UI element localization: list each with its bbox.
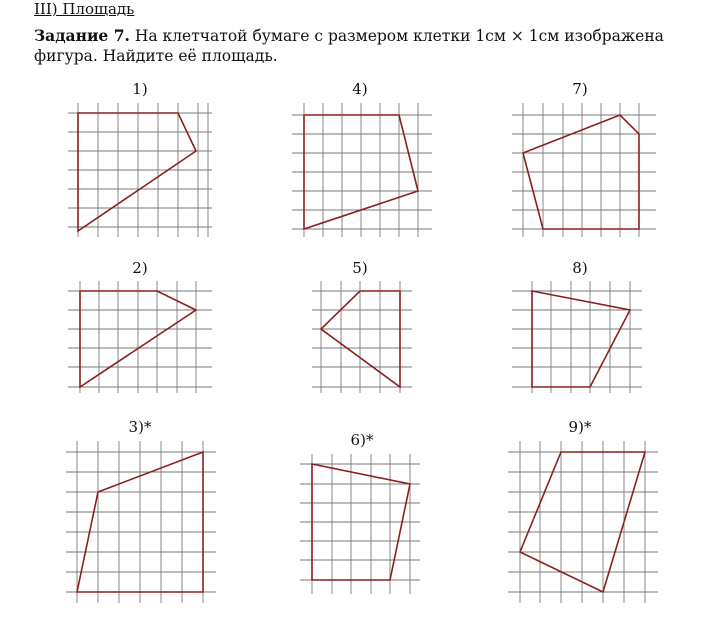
figure-7-label: 7) bbox=[572, 80, 588, 98]
figure-5-label: 5) bbox=[352, 259, 368, 277]
figure-5-outline bbox=[321, 291, 400, 387]
figure-3-label: 3)* bbox=[128, 418, 152, 436]
task-label: Задание 7. bbox=[34, 26, 130, 45]
figure-1-label: 1) bbox=[132, 80, 148, 98]
figure-4-label: 4) bbox=[352, 80, 368, 98]
figure-6-grid bbox=[300, 454, 420, 594]
figure-8-outline bbox=[532, 291, 630, 387]
figure-9-outline bbox=[520, 452, 645, 592]
figure-7-grid bbox=[512, 103, 656, 237]
figure-8-label: 8) bbox=[572, 259, 588, 277]
figure-9-grid bbox=[508, 441, 658, 603]
figure-6-label: 6)* bbox=[350, 431, 374, 449]
figure-8-grid bbox=[512, 281, 642, 393]
task-text: На клетчатой бумаге с размером клетки 1см × 1см изображена фигура. Найдите её площадь. bbox=[34, 27, 664, 65]
figure-2-label: 2) bbox=[132, 259, 148, 277]
figure-2-grid bbox=[68, 281, 212, 393]
figure-9-label: 9)* bbox=[568, 418, 592, 436]
figure-1-grid bbox=[68, 103, 212, 237]
section-heading: III) Площадь bbox=[34, 0, 135, 18]
figure-5-grid bbox=[312, 281, 412, 393]
figure-4-grid bbox=[292, 103, 432, 237]
task-statement bbox=[34, 26, 704, 66]
figure-3-grid bbox=[66, 441, 216, 603]
